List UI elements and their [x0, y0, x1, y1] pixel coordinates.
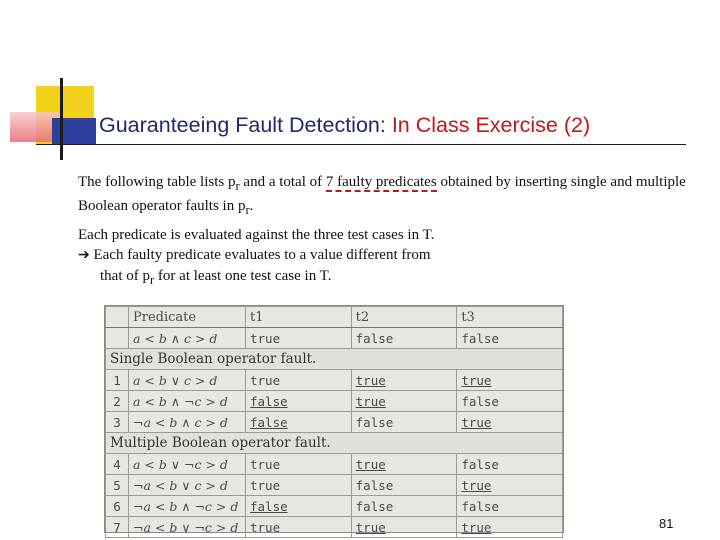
cell-num: 6	[106, 496, 129, 517]
cell-t1: true	[246, 517, 352, 538]
col-num-header	[106, 307, 129, 328]
cell-predicate: ¬a < b ∨ c > d	[129, 475, 246, 496]
title-underline	[36, 144, 686, 145]
cell-num: 5	[106, 475, 129, 496]
cell-t2: false	[351, 475, 457, 496]
cell-t2: true	[351, 517, 457, 538]
title-main: Guaranteeing Fault Detection:	[99, 113, 392, 137]
p1-text-after: obtained by inserting single and multiple Boolean operator faults in p	[78, 174, 686, 214]
cell-t1: true	[246, 475, 352, 496]
cell-t3: true	[457, 517, 563, 538]
cell-t3: true	[457, 475, 563, 496]
cell-t1: false	[246, 496, 352, 517]
cell-t2: false	[351, 412, 457, 433]
cell-t2: true	[351, 391, 457, 412]
cell-t2: false	[351, 496, 457, 517]
cell-t3: false	[457, 496, 563, 517]
decor-vertical-line	[60, 78, 63, 160]
table-row	[106, 370, 563, 391]
cell-t3: true	[457, 370, 563, 391]
fault-table-image	[104, 305, 564, 533]
col-predicate-header: Predicate	[129, 307, 246, 328]
section-label: Single Boolean operator fault.	[106, 349, 563, 370]
p2-line2: Each faulty predicate evaluates to a value different from	[89, 247, 431, 263]
section-row-single	[106, 349, 563, 370]
p2-line3	[78, 266, 688, 290]
t1-label: t1	[250, 309, 264, 325]
cell-t1: true	[246, 370, 352, 391]
cell-predicate: a < b ∨ ¬c > d	[129, 454, 246, 475]
cell-num: 3	[106, 412, 129, 433]
cell-t1: false	[246, 391, 352, 412]
cell-num: 7	[106, 517, 129, 538]
p2-line3-after: for at least one test case in T.	[154, 268, 332, 284]
table-row	[106, 496, 563, 517]
p2-line1: Each predicate is evaluated against the three test cases in T.	[78, 227, 435, 243]
table-row	[106, 412, 563, 433]
cell-predicate: ¬a < b ∧ ¬c > d	[129, 496, 246, 517]
empty-cell	[106, 328, 129, 349]
p2-line3-text: that of p	[100, 268, 150, 284]
cell-t3: false	[457, 391, 563, 412]
cell-t2: true	[351, 370, 457, 391]
p1-text-mid: and a total of	[239, 174, 326, 190]
col-t3-header	[457, 307, 563, 328]
cell-predicate: a < b ∧ c > d	[129, 328, 246, 349]
p1-subscript-2: r	[245, 203, 250, 217]
cell-t3: false	[457, 454, 563, 475]
table-row	[106, 391, 563, 412]
title-accent: In Class Exercise (2)	[391, 113, 591, 137]
cell-t1: true	[246, 328, 352, 349]
cell-predicate: ¬a < b ∨ ¬c > d	[129, 517, 246, 538]
cell-t1: false	[246, 412, 352, 433]
p1-text: The following table lists p	[78, 174, 236, 190]
cell-t1: true	[246, 454, 352, 475]
cell-t3: false	[457, 328, 563, 349]
table-row-original	[106, 328, 563, 349]
decor-blue-block	[52, 118, 96, 144]
cell-t2: false	[351, 328, 457, 349]
section-row-multiple	[106, 433, 563, 454]
paragraph-evaluation	[78, 225, 688, 290]
cell-t3: true	[457, 412, 563, 433]
slide-title	[99, 113, 590, 138]
col-t2-header	[351, 307, 457, 328]
cell-num: 2	[106, 391, 129, 412]
cell-predicate: ¬a < b ∧ c > d	[129, 412, 246, 433]
arrow-right-icon: ➔	[78, 248, 90, 263]
fault-table	[105, 306, 563, 538]
t3-label: t3	[461, 309, 475, 325]
table-header-row	[106, 307, 563, 328]
page-number: 81	[659, 516, 674, 531]
p1-dashed-phrase: 7 faulty predicates	[325, 174, 437, 190]
cell-num: 4	[106, 454, 129, 475]
table-row	[106, 517, 563, 538]
col-t1-header	[246, 307, 352, 328]
t2-label: t2	[355, 309, 370, 325]
p1-subscript: r	[235, 179, 240, 193]
cell-predicate: a < b ∨ c > d	[129, 370, 246, 391]
table-row	[106, 454, 563, 475]
p2-line3-subscript: r	[150, 273, 155, 287]
section-label: Multiple Boolean operator fault.	[106, 433, 563, 454]
cell-num: 1	[106, 370, 129, 391]
table-row	[106, 475, 563, 496]
cell-t2: true	[351, 454, 457, 475]
p1-end: .	[249, 198, 254, 214]
paragraph-intro	[78, 172, 688, 220]
cell-predicate: a < b ∧ ¬c > d	[129, 391, 246, 412]
